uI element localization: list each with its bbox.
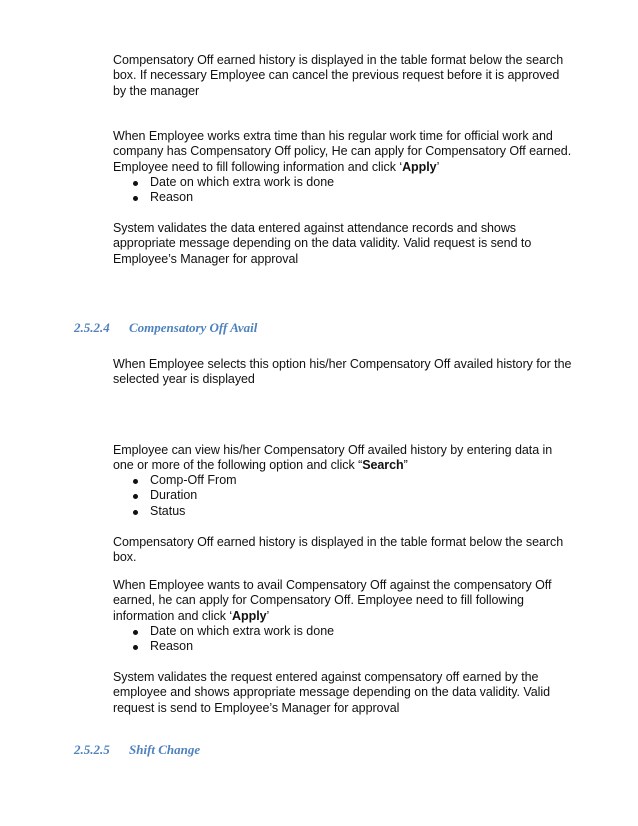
section-number: 2.5.2.5	[74, 742, 110, 757]
bullet-icon	[133, 510, 138, 515]
search-history-paragraph	[113, 443, 573, 474]
apply-earned-paragraph	[113, 129, 573, 175]
list-item	[130, 175, 334, 190]
apply-keyword: Apply	[232, 608, 267, 623]
section-number: 2.5.2.4	[74, 320, 110, 335]
list-item	[130, 504, 237, 519]
avail-apply-intro: When Employee wants to avail Compensatory Off against the compensatory Off earned, he can apply for Compensatory Off. Employee need to fill following information and click ‘	[113, 578, 552, 623]
list-item-text: Status	[150, 503, 186, 518]
avail-history-paragraph: When Employee selects this option his/her Compensatory Off availed history for the selected year is displayed	[113, 357, 572, 387]
bullet-icon	[133, 645, 138, 650]
apply-earned-bullet-list	[130, 175, 334, 206]
earned-history-paragraph: Compensatory Off earned history is displayed in the table format below the search box. If necessary Employee can cancel the previous request before it is approved by the manager	[113, 53, 564, 98]
earned-history-table-paragraph: Compensatory Off earned history is displayed in the table format below the search box.	[113, 535, 564, 565]
section-heading-shift-change	[74, 742, 200, 758]
avail-apply-paragraph	[113, 578, 573, 624]
list-item-text: Date on which extra work is done	[150, 175, 335, 189]
search-keyword: Search	[362, 458, 404, 473]
list-item-text: Date on which extra work is done	[150, 624, 335, 638]
search-history-intro-end: ”	[403, 458, 408, 473]
list-item	[130, 473, 237, 488]
bullet-icon	[133, 181, 138, 186]
avail-apply-bullet-list	[130, 624, 334, 655]
list-item-text: Reason	[150, 639, 194, 654]
list-item-text: Duration	[150, 488, 198, 503]
validation-paragraph: System validates the data entered against attendance records and shows appropriate message depending on the data validity. Valid request is send to Employee’s Manager for approval	[113, 221, 532, 266]
avail-apply-intro-end: ’	[266, 608, 270, 623]
apply-keyword: Apply	[402, 159, 437, 174]
avail-validation-paragraph: System validates the request entered against compensatory off earned by the employee and shows appropriate message depending on the data validity. Valid request is send to Employee’s Manager for approval	[113, 670, 550, 715]
list-item-text: Reason	[150, 190, 194, 205]
bullet-icon	[133, 630, 138, 635]
section-title: Compensatory Off Avail	[129, 320, 258, 335]
bullet-icon	[133, 479, 138, 484]
list-item	[130, 190, 334, 205]
apply-earned-intro-end: ’	[436, 159, 440, 174]
list-item	[130, 488, 237, 503]
bullet-icon	[133, 196, 138, 201]
list-item-text: Comp-Off From	[150, 473, 237, 487]
section-heading-compoff-avail	[74, 320, 257, 336]
search-history-intro: Employee can view his/her Compensatory Off availed history by entering data in one or more of the following option and click “	[113, 443, 553, 473]
list-item	[130, 624, 334, 639]
list-item	[130, 639, 334, 654]
bullet-icon	[133, 494, 138, 499]
section-title: Shift Change	[129, 742, 201, 757]
apply-earned-intro: When Employee works extra time than his regular work time for official work and company has Compensatory Off policy, He can apply for Compensatory Off earned. Employee need to fill following information and click ‘	[113, 129, 572, 174]
search-option-bullet-list	[130, 473, 237, 519]
